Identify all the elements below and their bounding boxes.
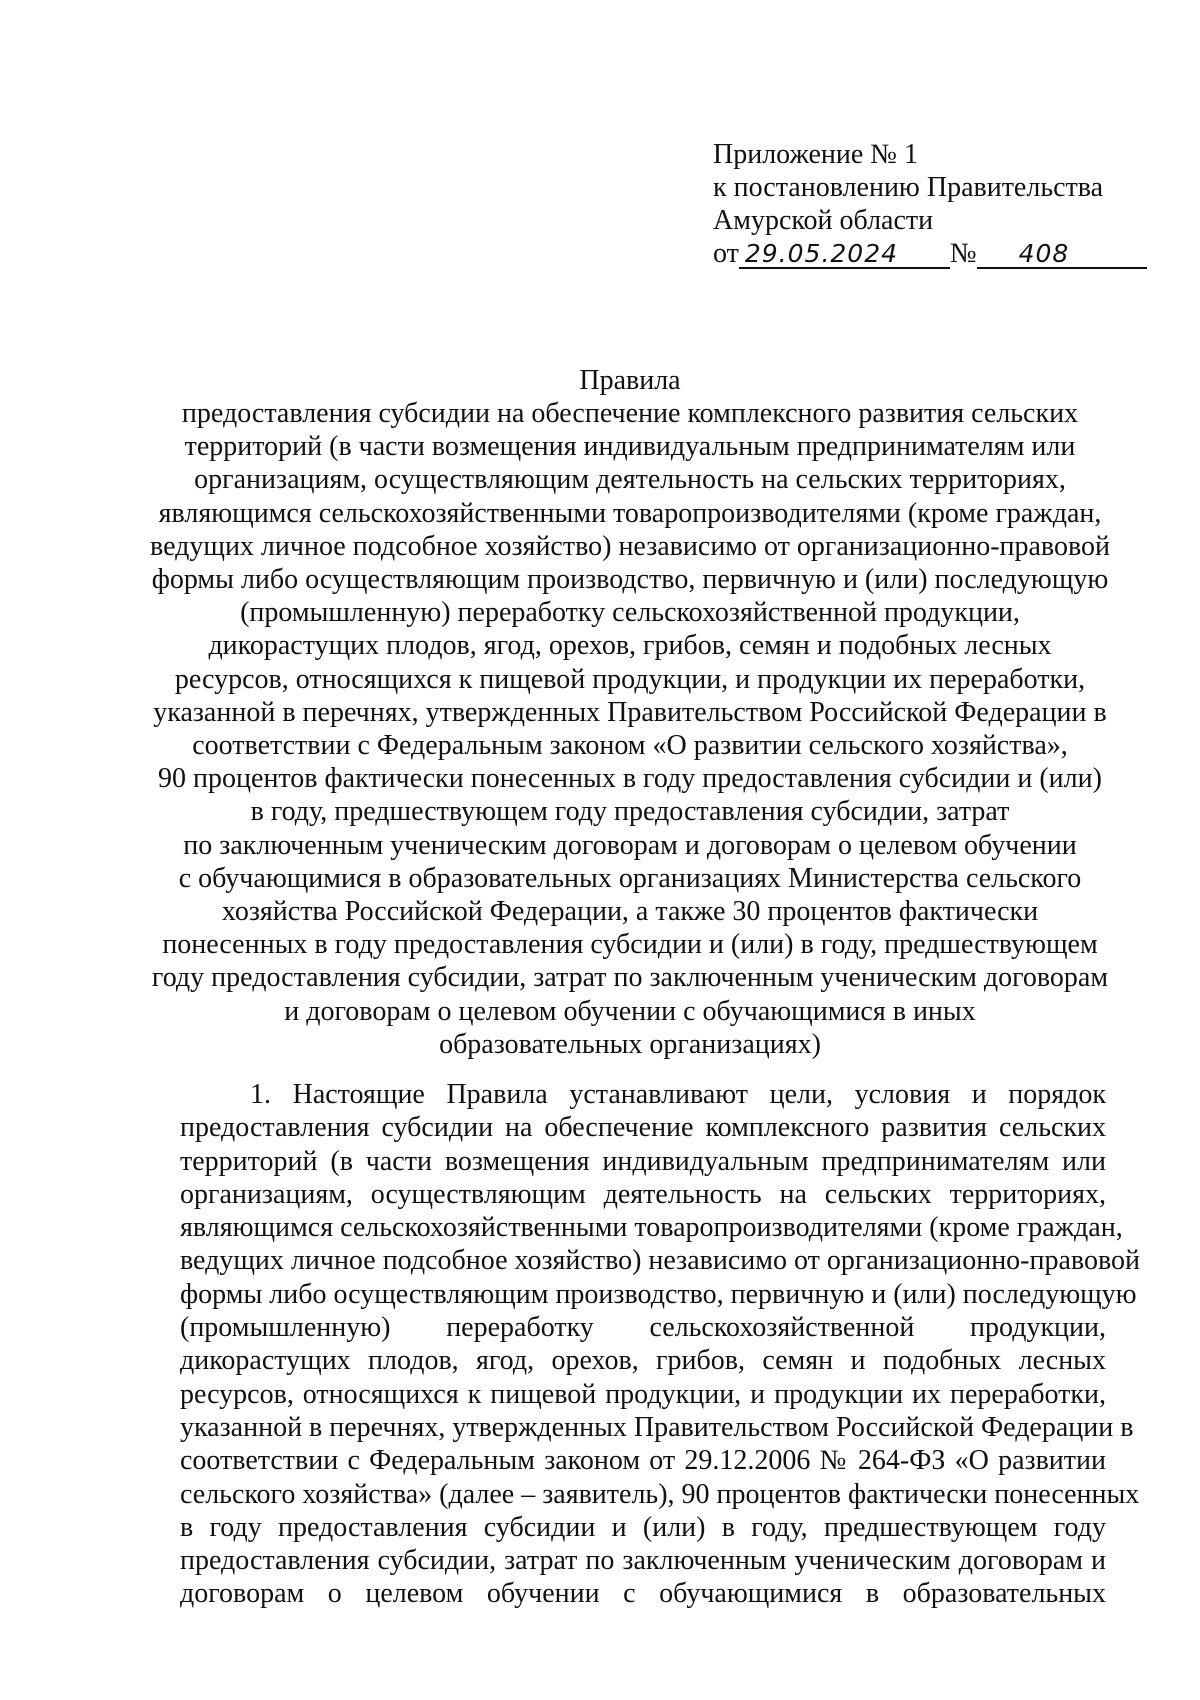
paragraph-line: указанной в перечнях, утвержденных Правительством Российской Федерации в — [180, 1411, 1134, 1443]
subtitle-line: территорий (в части возмещения индивидуальным предпринимателям или — [184, 431, 1076, 463]
subtitle-line: хозяйства Российской Федерации, а также 30 процентов фактически — [221, 896, 1039, 928]
subtitle-line: указанной в перечнях, утвержденных Правительством Российской Федерации в — [153, 696, 1107, 728]
subtitle-line: (промышленную) переработку сельскохозяйственной продукции, — [240, 597, 1020, 629]
paragraph-line: ресурсов, относящихся к пищевой продукции, и продукции их переработки, — [180, 1378, 1106, 1410]
subtitle-line: по заключенным ученическим договорам и договорам о целевом обучении — [183, 829, 1077, 861]
subtitle-line: понесенных в году предоставления субсидии и (или) в году, предшествующем — [162, 929, 1098, 961]
handwritten-number: 408 — [1018, 239, 1070, 268]
subtitle-line: ресурсов, относящихся к пищевой продукции, и продукции их переработки, — [174, 663, 1086, 695]
document-subtitle — [150, 397, 1110, 1061]
paragraph-line: организациям, осуществляющим деятельность на сельских территориях, — [180, 1178, 1106, 1210]
handwritten-date: 29.05.2024 — [744, 239, 899, 268]
paragraph-line: являющимся сельскохозяйственными товаропроизводителями (кроме граждан, — [180, 1212, 1123, 1244]
paragraph-line: предоставления субсидии на обеспечение комплексного развития сельских — [180, 1112, 1106, 1144]
subtitle-line: 90 процентов фактически понесенных в году предоставления субсидии и (или) — [158, 763, 1102, 795]
paragraph-line: формы либо осуществляющим производство, первичную и (или) последующую — [180, 1278, 1137, 1310]
subtitle-line: дикорастущих плодов, ягод, орехов, грибов, семян и подобных лесных — [208, 630, 1052, 662]
subtitle-line: ведущих личное подсобное хозяйство) независимо от организационно-правовой — [150, 530, 1110, 562]
paragraph-line: в году предоставления субсидии и (или) в году, предшествующем году — [180, 1511, 1106, 1543]
paragraph-line: территорий (в части возмещения индивидуальным предпринимателям или — [180, 1145, 1106, 1177]
subtitle-line: с обучающимися в образовательных организациях Министерства сельского — [178, 862, 1082, 894]
paragraph-1 — [180, 1078, 1140, 1611]
subtitle-line: предоставления субсидии на обеспечение комплексного развития сельских — [181, 398, 1079, 429]
subtitle-line: формы либо осуществляющим производство, первичную и (или) последующую — [151, 564, 1109, 596]
paragraph-line: предоставления субсидии, затрат по заключенным ученическим договорам и — [180, 1545, 1106, 1577]
paragraph-line: ведущих личное подсобное хозяйство) независимо от организационно-правовой — [180, 1245, 1140, 1277]
paragraph-line: договорам о целевом обучении с обучающимися в образовательных — [180, 1578, 1106, 1610]
subtitle-line: являющимся сельскохозяйственными товаропроизводителями (кроме граждан, — [158, 497, 1102, 529]
appendix-header — [713, 138, 1153, 270]
number-prefix: № — [949, 238, 977, 269]
appendix-date-line — [713, 237, 1153, 270]
subtitle-line: соответствии с Федеральным законом «О развитии сельского хозяйства», — [192, 730, 1068, 762]
document-title: Правила — [579, 365, 681, 396]
subtitle-line: году предоставления субсидии, затрат по заключенным ученическим договорам — [151, 962, 1109, 994]
subtitle-line: и договорам о целевом обучении с обучающимися в иных — [284, 995, 976, 1027]
appendix-line-3: Амурской области — [713, 205, 934, 236]
appendix-line-2: к постановлению Правительства — [713, 172, 1104, 203]
paragraph-line: сельского хозяйства» (далее – заявитель), 90 процентов фактически понесенных — [180, 1478, 1140, 1510]
subtitle-line: организациям, осуществляющим деятельность на сельских территориях, — [194, 464, 1066, 496]
subtitle-line: образовательных организациях) — [439, 1028, 821, 1060]
subtitle-line: в году, предшествующем году предоставления субсидии, затрат — [250, 796, 1010, 828]
paragraph-line: (промышленную) переработку сельскохозяйственной продукции, — [180, 1312, 1106, 1344]
paragraph-line: дикорастущих плодов, ягод, орехов, грибов, семян и подобных лесных — [180, 1345, 1106, 1377]
appendix-line-1: Приложение № 1 — [713, 139, 918, 170]
date-prefix: от — [713, 238, 739, 269]
paragraph-line: 1. Настоящие Правила устанавливают цели, условия и порядок — [250, 1079, 1106, 1110]
paragraph-line: соответствии с Федеральным законом от 29.12.2006 № 264-ФЗ «О развитии — [180, 1445, 1106, 1477]
